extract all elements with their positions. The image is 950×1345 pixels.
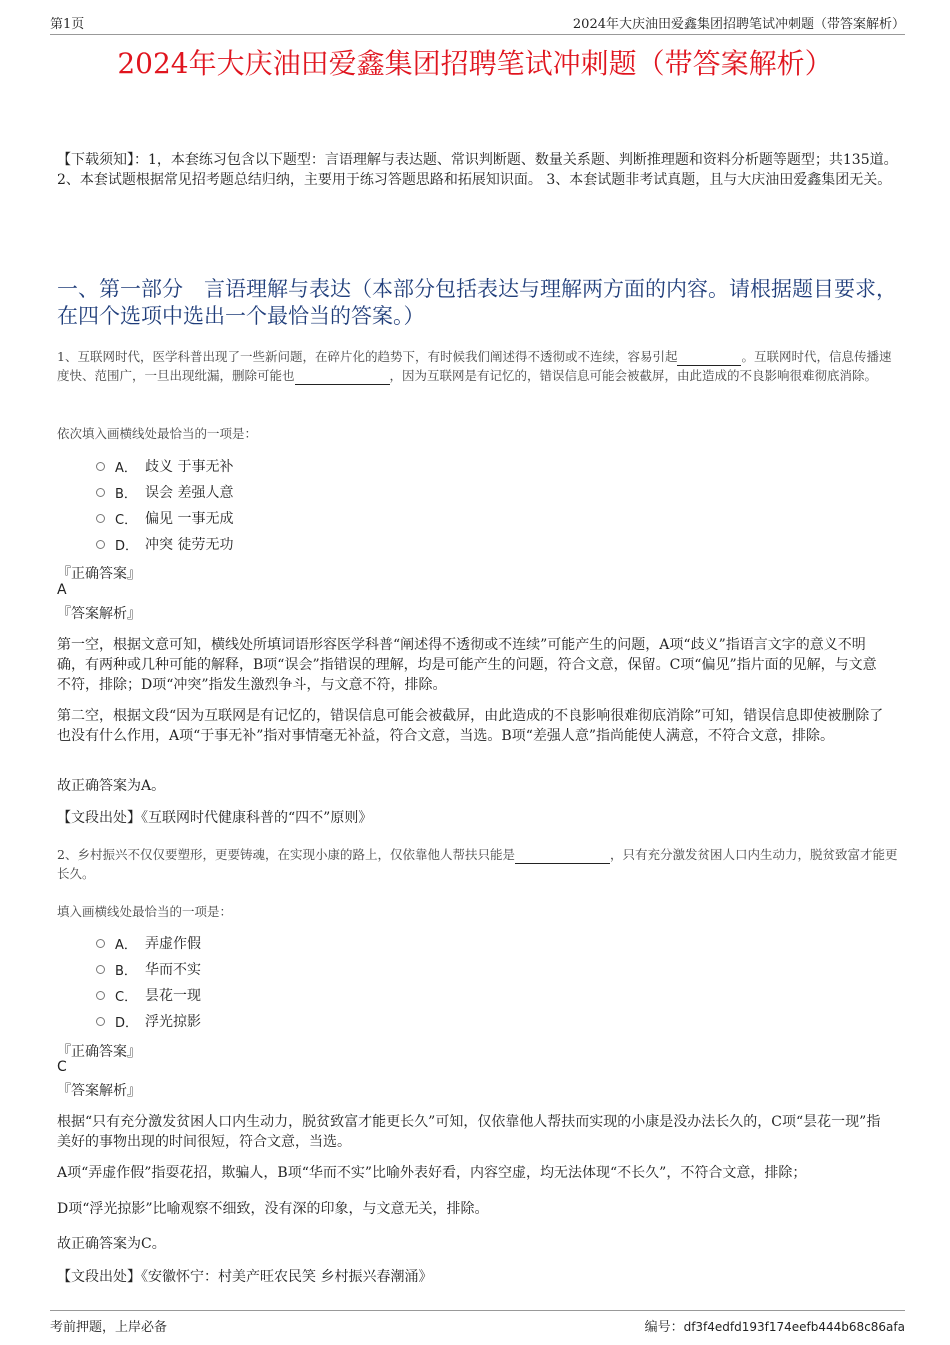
analysis-label: 『答案解析』 (57, 1083, 141, 1099)
radio-icon[interactable] (96, 939, 105, 948)
question-2-stem: 2、乡村振兴不仅仅要塑形，更要铸魂，在实现小康的路上，仅依靠他人帮扶只能是 ，只有充分激发贫困人口内生动力，脱贫致富才能更长久。 (57, 847, 898, 881)
analysis-conclusion: 故正确答案为A。 (57, 778, 166, 794)
analysis-label: 『答案解析』 (57, 606, 141, 622)
radio-icon[interactable] (96, 488, 105, 497)
correct-answer-label: 『正确答案』 (57, 1044, 141, 1060)
question-1-options (96, 453, 233, 557)
option-c[interactable]: C． 偏见 一事无成 (96, 505, 233, 531)
page-footer (50, 1310, 905, 1335)
page-header (50, 12, 905, 35)
blank-2 (295, 384, 390, 385)
option-d[interactable]: D． 冲突 徒劳无功 (96, 531, 233, 557)
option-d[interactable]: D． 浮光掠影 (96, 1008, 201, 1034)
document-id: 编号：df3f4edfd193f174eefb444b68c86afa (644, 1319, 905, 1335)
download-notice: 【下载须知】：1，本套练习包含以下题型：言语理解与表达题、常识判断题、数量关系题、判断推理题和资料分析题等题型；共135道。 2、本套试题根据常见招考题总结归纳，主要用于练习答题思路和拓展知识面。 3、本套试题非考试真题，且与大庆油田爱鑫集团无关。 (57, 152, 898, 188)
analysis-paragraph: D项“浮光掠影”比喻观察不细致，没有深的印象，与文意无关，排除。 (57, 1201, 489, 1217)
option-b[interactable]: B． 误会 差强人意 (96, 479, 233, 505)
option-c[interactable]: C． 昙花一现 (96, 982, 201, 1008)
blank-1 (515, 863, 610, 864)
radio-icon[interactable] (96, 1017, 105, 1026)
radio-icon[interactable] (96, 965, 105, 974)
question-1-prompt: 依次填入画横线处最恰当的一项是： (57, 426, 258, 441)
correct-answer: C (57, 1059, 67, 1075)
question-2-options (96, 930, 201, 1034)
radio-icon[interactable] (96, 540, 105, 549)
source-citation: 【文段出处】《互联网时代健康科普的“四不”原则》 (57, 810, 373, 826)
question-2-prompt: 填入画横线处最恰当的一项是： (57, 904, 233, 919)
analysis-paragraph: 根据“只有充分激发贫困人口内生动力，脱贫致富才能更长久”可知，仅依靠他人帮扶而实现的小康是没办法长久的，C项“昙花一现”指美好的事物出现的时间很短，符合文意，当选。 (57, 1114, 881, 1150)
radio-icon[interactable] (96, 991, 105, 1000)
correct-answer-label: 『正确答案』 (57, 566, 141, 582)
analysis-paragraph: A项“弄虚作假”指耍花招，欺骗人，B项“华而不实”比喻外表好看，内容空虚，均无法体现“不长久”，不符合文意，排除； (57, 1165, 807, 1181)
option-a[interactable]: A． 歧义 于事无补 (96, 453, 233, 479)
correct-answer: A (57, 582, 67, 598)
radio-icon[interactable] (96, 462, 105, 471)
question-1-stem: 1、互联网时代，医学科普出现了一些新问题，在碎片化的趋势下，有时候我们阐述得不透彻或不连续，容易引起 。互联网时代，信息传播速度快、范围广，一旦出现纰漏，删除可能也 ，因为互联网是有记忆的，错误信息可能会被截屏，由此造成的不良影响很难彻底消除。 (57, 349, 892, 383)
analysis-paragraph: 第一空，根据文意可知，横线处所填词语形容医学科普“阐述得不透彻或不连续”可能产生的问题，A项“歧义”指语言文字的意义不明确，有两种或几种可能的解释，B项“误会”指错误的理解，均是可能产生的问题，符合文意，保留。C项“偏见”指片面的见解，与文意不符，排除；D项“冲突”指发生激烈争斗，与文意不符，排除。 (57, 637, 877, 693)
header-doc-title: 2024年大庆油田爱鑫集团招聘笔试冲刺题（带答案解析） (572, 17, 905, 32)
option-b[interactable]: B． 华而不实 (96, 956, 201, 982)
radio-icon[interactable] (96, 514, 105, 523)
document-title: 2024年大庆油田爱鑫集团招聘笔试冲刺题（带答案解析） (117, 47, 833, 80)
blank-1 (677, 365, 741, 366)
analysis-paragraph: 第二空，根据文段“因为互联网是有记忆的，错误信息可能会被截屏，由此造成的不良影响很难彻底消除”可知，错误信息即使被删除了也没有什么作用，A项“于事无补”指对事情毫无补益，符合文意，当选。B项“差强人意”指尚能使人满意，不符合文意，排除。 (57, 708, 884, 744)
analysis-conclusion: 故正确答案为C。 (57, 1236, 166, 1252)
option-a[interactable]: A． 弄虚作假 (96, 930, 201, 956)
footer-slogan: 考前押题，上岸必备 (50, 1319, 168, 1335)
section-heading: 一、第一部分 言语理解与表达（本部分包括表达与理解两方面的内容。请根据题目要求，在四个选项中选出一个最恰当的答案。） (57, 277, 897, 328)
page-number: 第1页 (50, 17, 85, 32)
source-citation: 【文段出处】《安徽怀宁：村美产旺农民笑 乡村振兴春潮涌》 (57, 1269, 433, 1285)
